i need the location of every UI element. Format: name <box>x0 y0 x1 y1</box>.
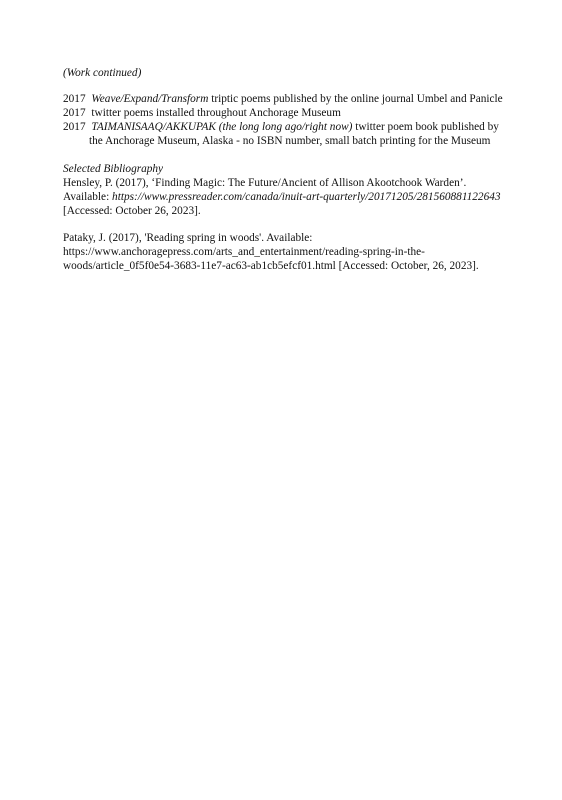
work-year: 2017 <box>63 93 86 105</box>
bibliography-link[interactable]: https://www.pressreader.com/canada/inuit-art-quarterly/20171205/281560881122643 <box>112 191 501 203</box>
work-description: twitter poem book published by the Anchorage Museum, Alaska - no ISBN number, small batch printing for the Museum <box>89 121 499 147</box>
work-title: Weave/Expand/Transform <box>91 93 209 105</box>
work-entry <box>63 106 503 120</box>
works-list <box>63 92 503 148</box>
bibliography-heading: Selected Bibliography <box>63 163 164 175</box>
work-continued-label: (Work continued) <box>63 67 142 79</box>
bibliography-entry <box>63 176 503 218</box>
page-content <box>63 66 503 286</box>
work-year: 2017 <box>63 121 86 133</box>
bibliography-text: Hensley, P. (2017), ‘Finding Magic: The Future/Ancient of Allison Akootchook Warden’. Available: <box>63 177 467 203</box>
work-description: triptic poems published by the online journal Umbel and Panicle <box>208 93 503 105</box>
work-description: twitter poems installed throughout Anchorage Museum <box>91 107 341 119</box>
bibliography-accessed: [Accessed: October 26, 2023]. <box>63 205 201 217</box>
work-entry <box>63 120 503 148</box>
bibliography-entry <box>63 231 503 273</box>
work-year: 2017 <box>63 107 86 119</box>
work-entry <box>63 92 503 106</box>
bibliography-text: Pataky, J. (2017), 'Reading spring in woods'. Available: https://www.anchoragepress.com/arts_and_entertainment/reading-spring-in-the-woods/article_0f5f0e54-3683-11e7-ac63-ab1cb5efcf01.html [Accessed: October, 26, 2023]. <box>63 232 479 272</box>
work-title: TAIMANISAAQ/AKKUPAK (the long long ago/right now) <box>91 121 353 133</box>
